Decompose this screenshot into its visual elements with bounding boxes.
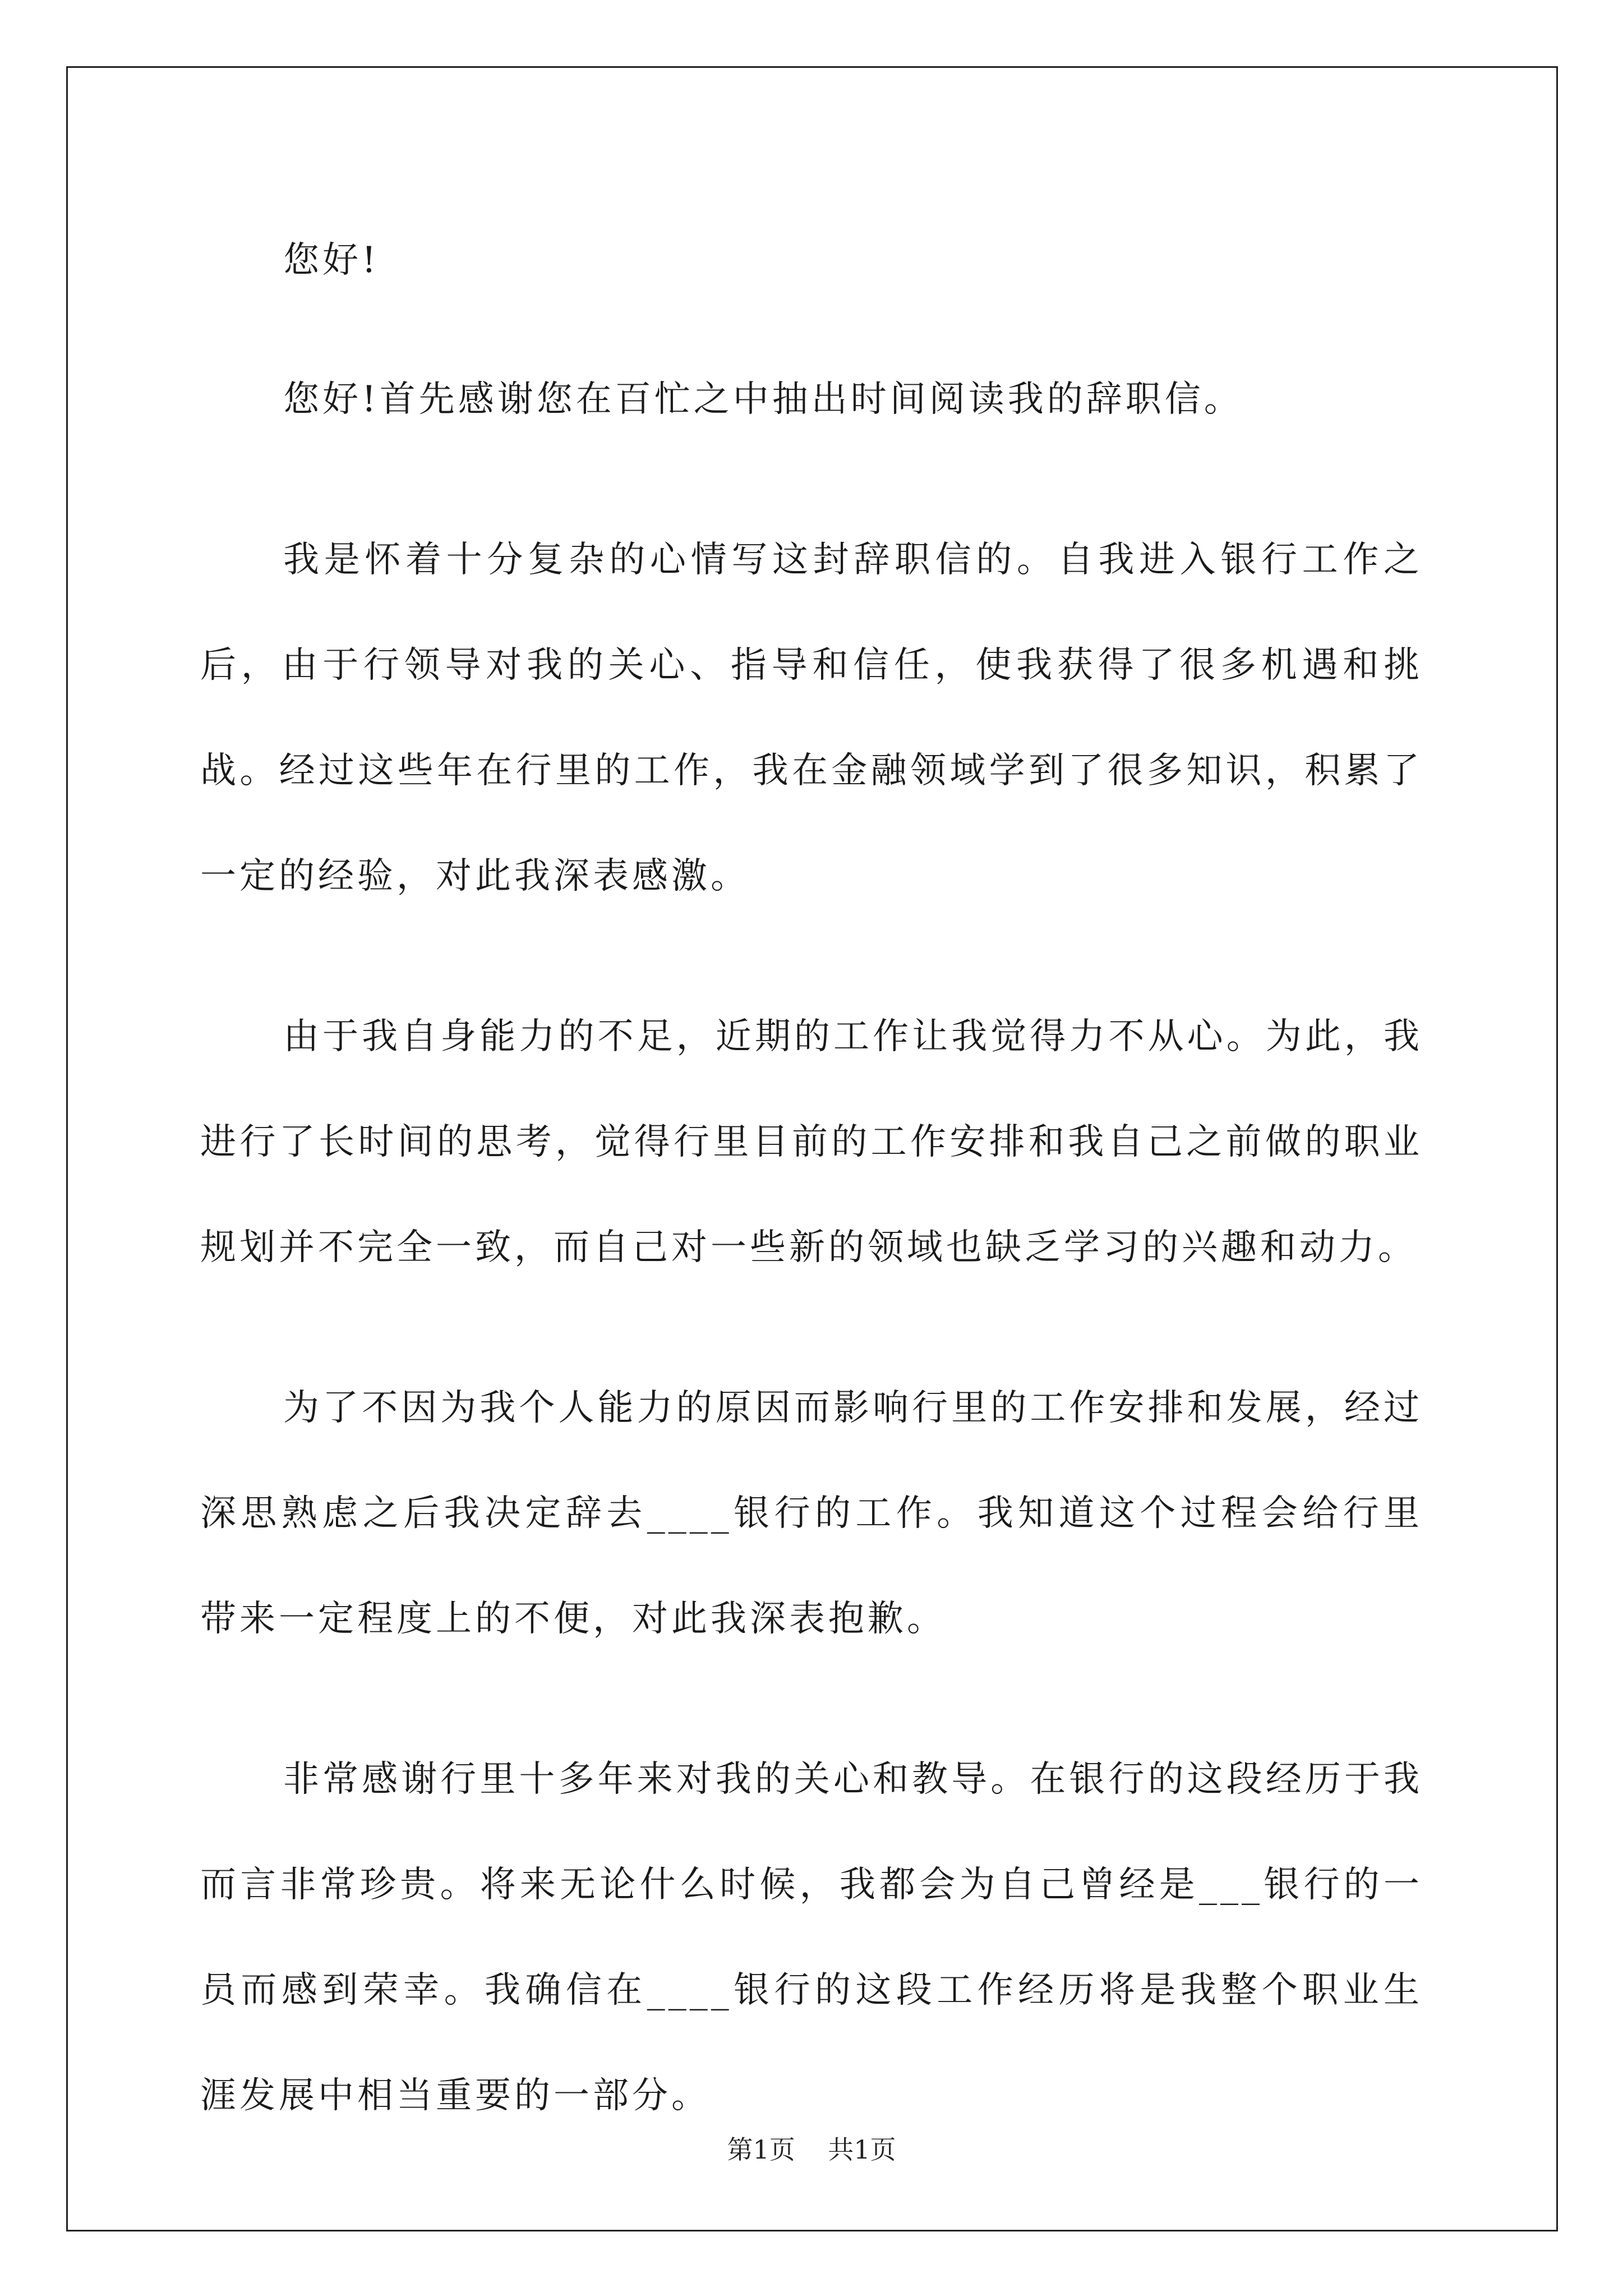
paragraph-4: 为了不因为我个人能力的原因而影响行里的工作安排和发展，经过深思熟虑之后我决定辞去____银行的工作。我知道这个过程会给行里带来一定程度上的不便，对此我深表抱歉。 [200,1387,1423,1640]
paragraph-2: 我是怀着十分复杂的心情写这封辞职信的。自我进入银行工作之后，由于行领导对我的关心、指导和信任，使我获得了很多机遇和挑战。经过这些年在行里的工作，我在金融领域学到了很多知识，积累了一定的经验，对此我深表感激。 [200,539,1423,897]
page-footer [0,2133,1623,2166]
paragraph-1: 您好!首先感谢您在百忙之中抽出时间阅读我的辞职信。 [283,379,1243,420]
paragraph-3: 由于我自身能力的不足，近期的工作让我觉得力不从心。为此，我进行了长时间的思考，觉得行里目前的工作安排和我自己之前做的职业规划并不完全一致，而自己对一些新的领域也缺乏学习的兴趣和动力。 [200,1016,1423,1268]
greeting: 您好! [283,240,380,281]
letter-body [200,208,1423,2203]
paragraph-5: 非常感谢行里十多年来对我的关心和教导。在银行的这段经历于我而言非常珍贵。将来无论什么时候，我都会为自己曾经是___银行的一员而感到荣幸。我确信在____银行的这段工作经历将是我整个职业生涯发展中相当重要的一部分。 [200,1759,1423,2116]
page-number-current: 第1页 [727,2134,795,2165]
page-number-total: 共1页 [828,2134,896,2165]
